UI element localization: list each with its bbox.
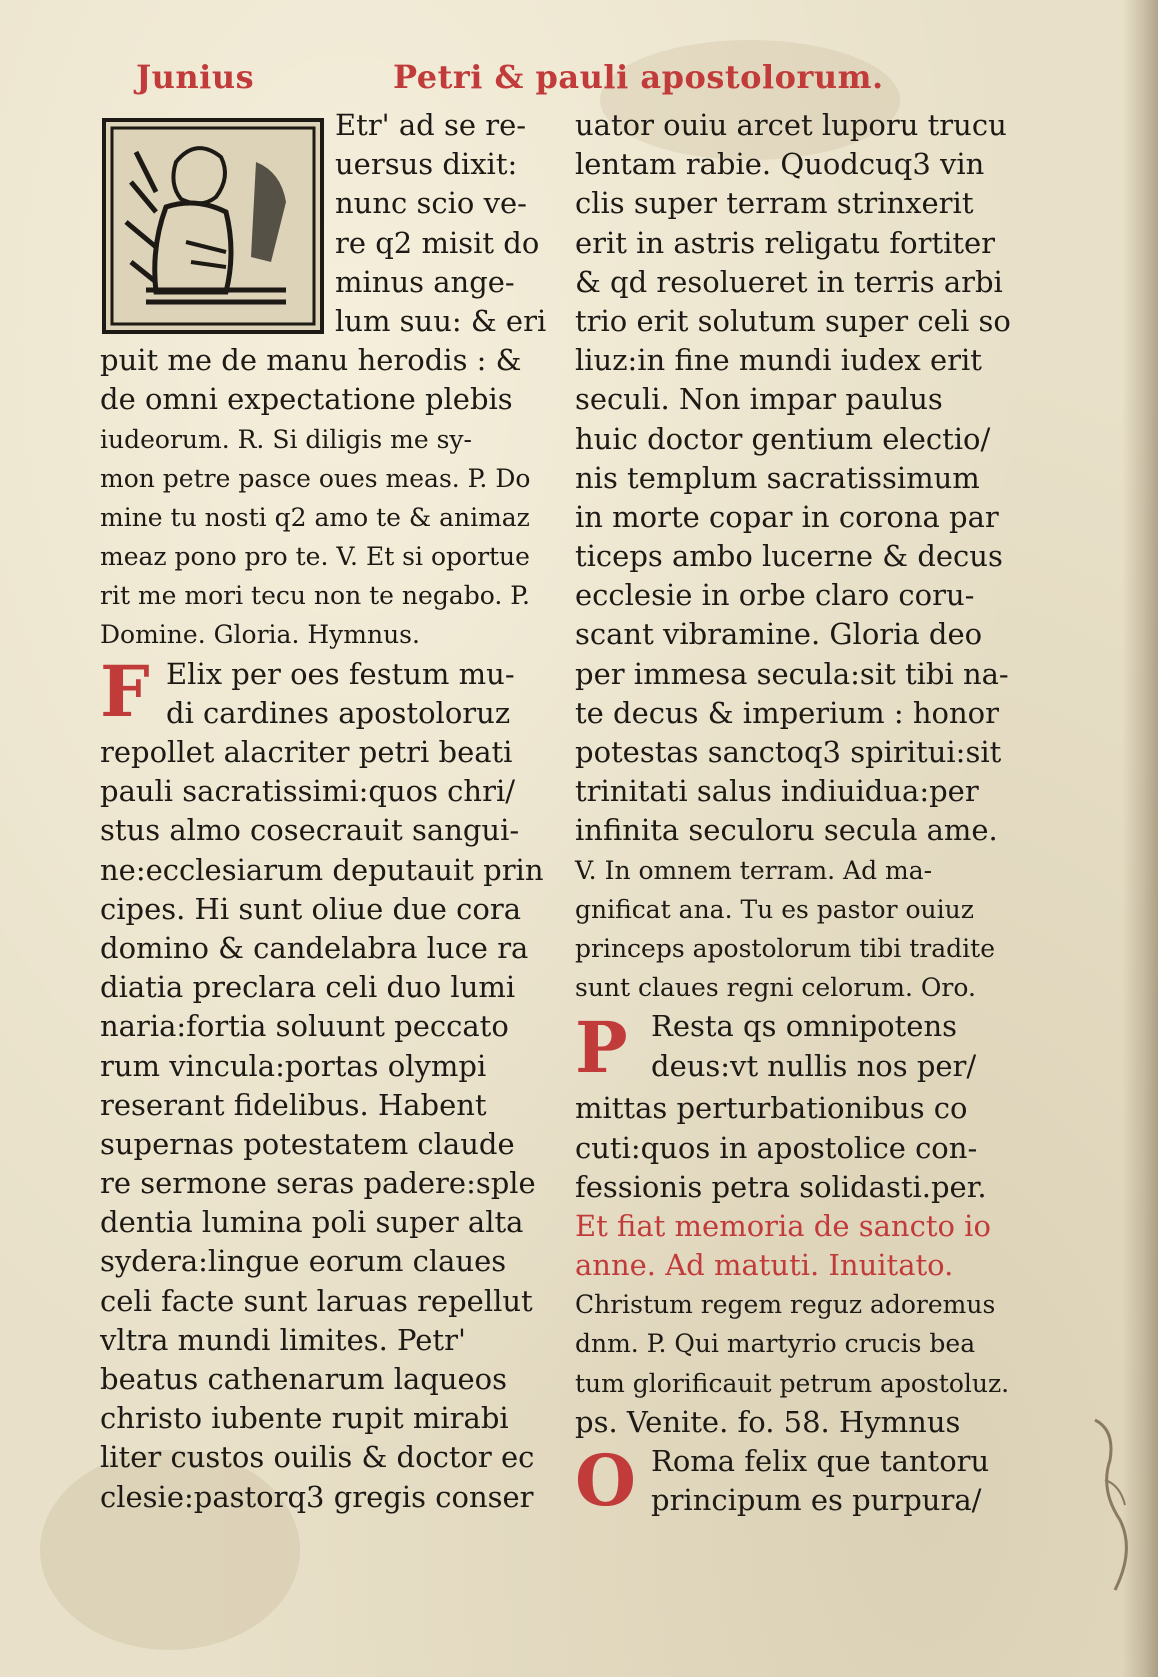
text-line: mittas perturbationibus co [575,1091,968,1126]
text-line: pauli sacratissimi:quos chri/ [100,774,516,809]
initial-presta: P [575,1006,628,1090]
text-line: Etr' ad se re- [335,108,527,142]
text-line: per immesa secula:sit tibi na- [575,656,1009,691]
text-line: te decus & imperium : honor [575,695,999,730]
text-line: lentam rabie. Quodcuq3 vin [575,147,985,182]
text-line: huic doctor gentium electio/ [575,421,991,456]
text-line: re sermone seras padere:sple [100,1166,536,1201]
initial-felix: F [100,649,150,733]
text-line: repollet alacriter petri beati [100,735,513,769]
text-line: princeps apostolorum tibi tradite [575,933,995,963]
text-line: tum glorificauit petrum apostoluz. [575,1368,1010,1398]
text-line: rum vincula:portas olympi [100,1048,487,1083]
text-line: di cardines apostoloruz [166,695,511,730]
text-line: in morte copar in corona par [575,499,999,534]
text-line: reserant fidelibus. Habent [100,1087,487,1122]
right-column [575,106,1035,1522]
text-line: beatus cathenarum laqueos [100,1362,508,1396]
text-line-rubric: Et fiat memoria de sancto io [575,1208,991,1243]
text-line: infinita seculoru secula ame. [575,813,998,848]
text-line: Roma felix que tantoru [651,1444,990,1478]
text-line: de omni expectatione plebis [100,382,513,417]
text-line: nis templum sacratissimum [575,460,980,495]
text-line: domino & candelabra luce ra [100,930,529,965]
text-line: deus:vt nullis nos per/ [651,1048,977,1083]
text-line: principum es purpura/ [651,1483,982,1518]
text-line-hymnus: Domine. Gloria. Hymnus. [100,620,420,650]
text-line: dentia lumina poli super alta [100,1205,524,1240]
text-line: uersus dixit: [335,147,518,182]
text-line: minus ange- [335,264,515,299]
text-line: ps. Venite. fo. 58. Hymnus [575,1404,961,1439]
header-feast-title: Petri & pauli apostolorum. [393,58,884,96]
text-line: vltra mundi limites. Petr' [100,1322,466,1357]
text-line: supernas potestatem claude [100,1126,515,1161]
text-line: Elix per oes festum mu- [166,656,515,691]
text-line: celi facte sunt laruas repellut [100,1283,533,1318]
text-line: puit me de manu herodis : & [100,343,522,378]
text-line: liter custos ouilis & doctor ec [100,1440,535,1475]
text-line: clesie:pastorq3 gregis conser [100,1479,534,1514]
text-line: meaz pono pro te. V. Et si oportue [100,542,530,572]
text-line: V. In omnem terram. Ad ma- [575,855,933,885]
text-line: re q2 misit do [335,225,540,260]
text-line: gnificat ana. Tu es pastor ouiuz [575,894,974,924]
header-month: Junius [136,58,255,96]
text-line: iudeorum. R. Si diligis me sy- [100,424,472,454]
text-line: mine tu nosti q2 amo te & animaz [100,502,530,532]
text-line: ne:ecclesiarum deputauit prin [100,852,544,887]
text-line: & qd resolueret in terris arbi [575,264,1003,299]
text-line: Resta qs omnipotens [651,1009,958,1044]
text-line: uator ouiu arcet luporu trucu [575,108,1007,142]
text-line: fessionis petra solidasti.per. [575,1169,987,1204]
text-line: erit in astris religatu fortiter [575,225,996,260]
text-line: liuz:in fine mundi iudex erit [575,343,982,378]
text-line: Christum regem reguz adoremus [575,1290,996,1320]
running-header [0,58,1158,104]
text-line: cipes. Hi sunt oliue due cora [100,891,521,926]
text-line: naria:fortia soluunt peccato [100,1009,509,1044]
text-line: cuti:quos in apostolice con- [575,1130,978,1165]
text-line: christo iubente rupit mirabi [100,1401,509,1436]
text-line: dnm. P. Qui martyrio crucis bea [575,1329,976,1359]
text-line: potestas sanctoq3 spiritui:sit [575,735,1002,769]
text-line: sydera:lingue eorum claues [100,1244,507,1279]
text-line: lum suu: & eri [335,303,547,338]
text-line: nunc scio ve- [335,186,527,221]
left-column [100,106,560,1517]
text-line: seculi. Non impar paulus [575,382,943,417]
text-line: trinitati salus indiuidua:per [575,774,979,809]
text-line: sunt claues regni celorum. Oro. [575,973,976,1003]
initial-roma: O [575,1439,636,1522]
text-line-rubric: anne. Ad matuti. Inuitato. [575,1248,954,1283]
margin-scribble-icon [1085,1400,1135,1600]
text-line: mon petre pasce oues meas. P. Do [100,463,531,493]
text-line: clis super terram strinxerit [575,186,974,221]
text-line: rit me mori tecu non te negabo. P. [100,581,530,611]
text-line: stus almo cosecrauit sangui- [100,813,520,848]
text-line: scant vibramine. Gloria deo [575,617,983,652]
text-line: trio erit solutum super celi so [575,303,1011,338]
text-line: diatia preclara celi duo lumi [100,970,516,1005]
text-line: ecclesie in orbe claro coru- [575,578,975,613]
text-line: ticeps ambo lucerne & decus [575,539,1003,574]
